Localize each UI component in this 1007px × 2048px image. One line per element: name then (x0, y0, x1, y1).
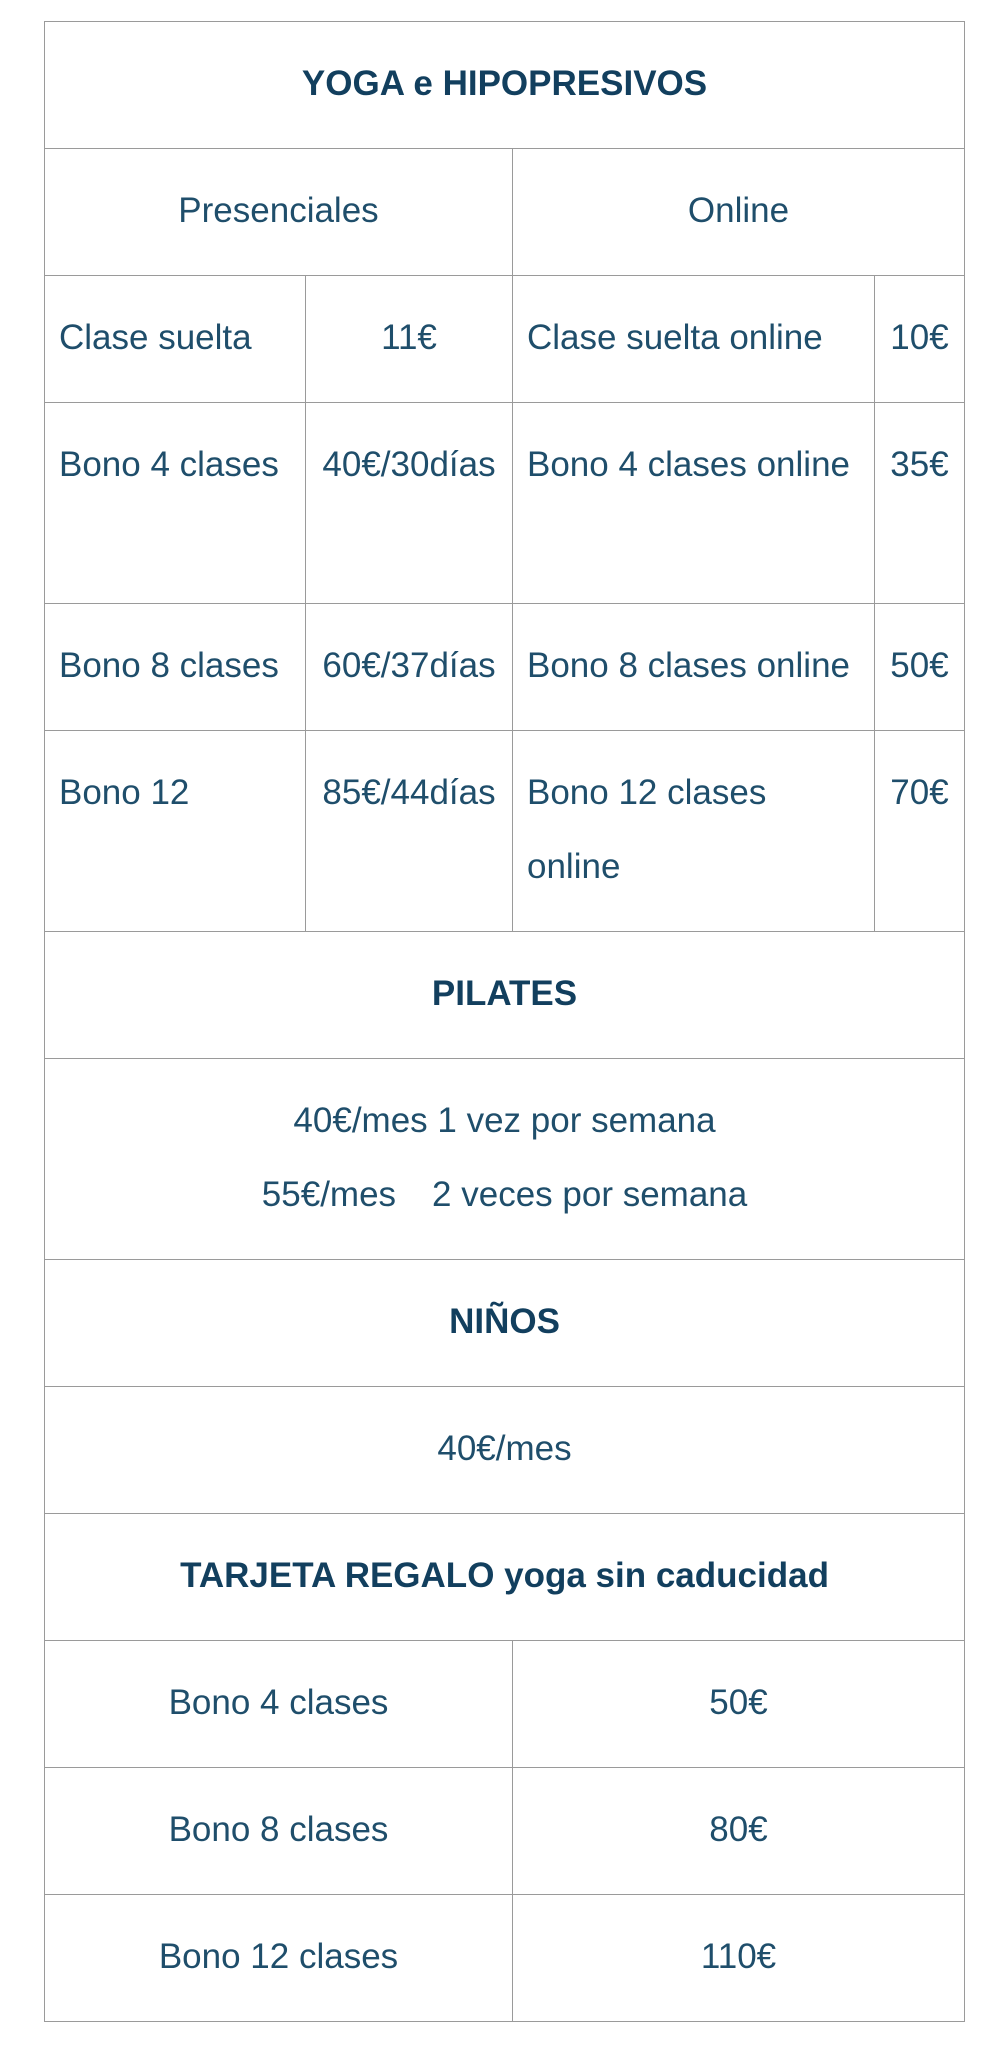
presencial-label: Clase suelta (45, 276, 306, 403)
presencial-price: 11€ (306, 276, 513, 403)
table-row (45, 731, 965, 932)
online-price: 10€ (875, 276, 965, 403)
ninos-price: 40€/mes (45, 1387, 965, 1514)
pilates-prices (45, 1059, 965, 1260)
ninos-title-row (45, 1260, 965, 1387)
online-label: Bono 4 clases online (513, 403, 875, 604)
column-header-online: Online (513, 149, 965, 276)
presencial-price: 85€/44días (306, 731, 513, 932)
table-row (45, 604, 965, 731)
table-row (45, 403, 965, 604)
online-label: Bono 8 clases online (513, 604, 875, 731)
table-row (45, 1641, 965, 1768)
yoga-columns-row (45, 149, 965, 276)
yoga-title: YOGA e HIPOPRESIVOS (45, 22, 965, 149)
online-price: 35€ (875, 403, 965, 604)
gift-label: Bono 12 clases (45, 1895, 513, 2022)
presencial-price: 60€/37días (306, 604, 513, 731)
online-price: 50€ (875, 604, 965, 731)
column-header-presenciales: Presenciales (45, 149, 513, 276)
gift-price: 50€ (513, 1641, 965, 1768)
pilates-title-row (45, 932, 965, 1059)
price-table (44, 21, 965, 2022)
table-row (45, 276, 965, 403)
yoga-title-row (45, 22, 965, 149)
presencial-label: Bono 12 (45, 731, 306, 932)
presencial-label: Bono 8 clases (45, 604, 306, 731)
ninos-title: NIÑOS (45, 1260, 965, 1387)
ninos-price-row (45, 1387, 965, 1514)
presencial-price: 40€/30días (306, 403, 513, 604)
online-label: Bono 12 clases online (513, 731, 875, 932)
gift-price: 80€ (513, 1768, 965, 1895)
pilates-line-2-price: 55€/mes (261, 1175, 397, 1214)
pilates-line-1: 40€/mes 1 vez por semana (293, 1101, 716, 1140)
online-label: Clase suelta online (513, 276, 875, 403)
gift-price: 110€ (513, 1895, 965, 2022)
gift-title: TARJETA REGALO yoga sin caducidad (45, 1514, 965, 1641)
gift-title-row (45, 1514, 965, 1641)
online-price: 70€ (875, 731, 965, 932)
presencial-label: Bono 4 clases (45, 403, 306, 604)
pilates-line-2-text: 2 veces por semana (432, 1175, 748, 1214)
pilates-line-2 (59, 1158, 950, 1232)
table-row (45, 1895, 965, 2022)
pilates-title: PILATES (45, 932, 965, 1059)
table-row (45, 1768, 965, 1895)
gift-label: Bono 8 clases (45, 1768, 513, 1895)
pilates-prices-row (45, 1059, 965, 1260)
gift-label: Bono 4 clases (45, 1641, 513, 1768)
